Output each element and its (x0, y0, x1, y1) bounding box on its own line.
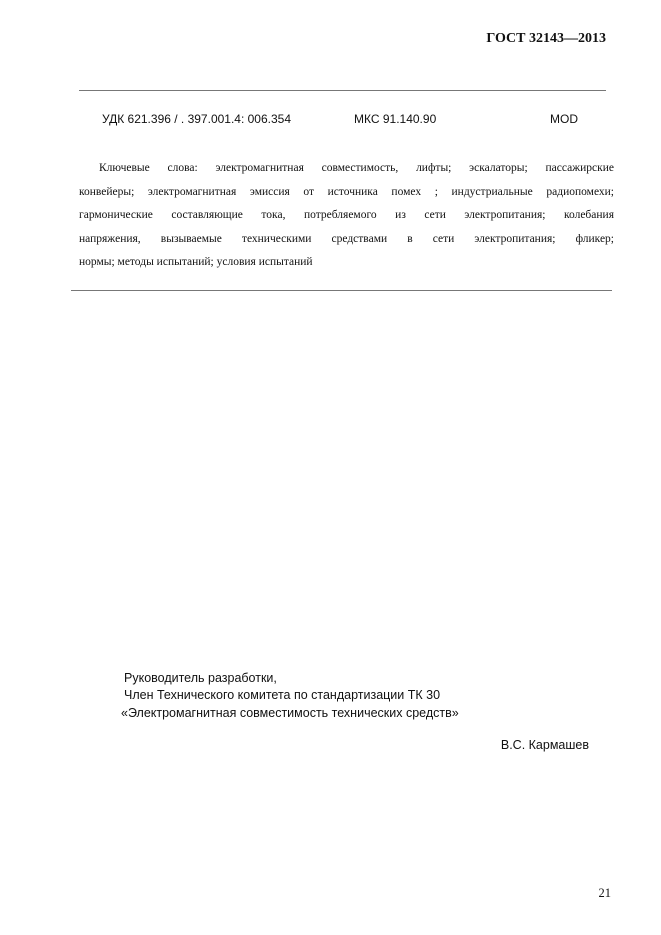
signature-committee: Член Технического комитета по стандартизации ТК 30 (124, 688, 441, 702)
keywords-line: нормы; методы испытаний; условия испытаний (79, 256, 313, 268)
udk-code: УДК 621.396 / . 397.001.4: 006.354 (102, 112, 292, 126)
mod-label: MOD (550, 112, 578, 126)
signature-role: Руководитель разработки, (124, 671, 277, 685)
document-header-standard: ГОСТ 32143—2013 (486, 31, 606, 46)
keywords-line: конвейеры; электромагнитная эмиссия от источника помех ; индустриальные радиопомехи; (79, 185, 614, 198)
mks-code: МКС 91.140.90 (354, 112, 437, 126)
keywords-line: Ключевые слова: электромагнитная совместимость, лифты; эскалаторы; пассажирские (99, 162, 614, 174)
bottom-divider (71, 290, 612, 291)
keywords-line: напряжения, вызываемые техническими средствами в сети электропитания; фликер; (79, 232, 614, 245)
signature-committee-name: «Электромагнитная совместимость технических средств» (121, 706, 459, 720)
keywords-line: гармонические составляющие тока, потребляемого из сети электропитания; колебания (79, 209, 614, 221)
signatory-name: В.С. Кармашев (500, 738, 589, 752)
top-divider (79, 90, 606, 91)
page-number: 21 (598, 886, 611, 900)
keywords-paragraph (79, 157, 614, 275)
